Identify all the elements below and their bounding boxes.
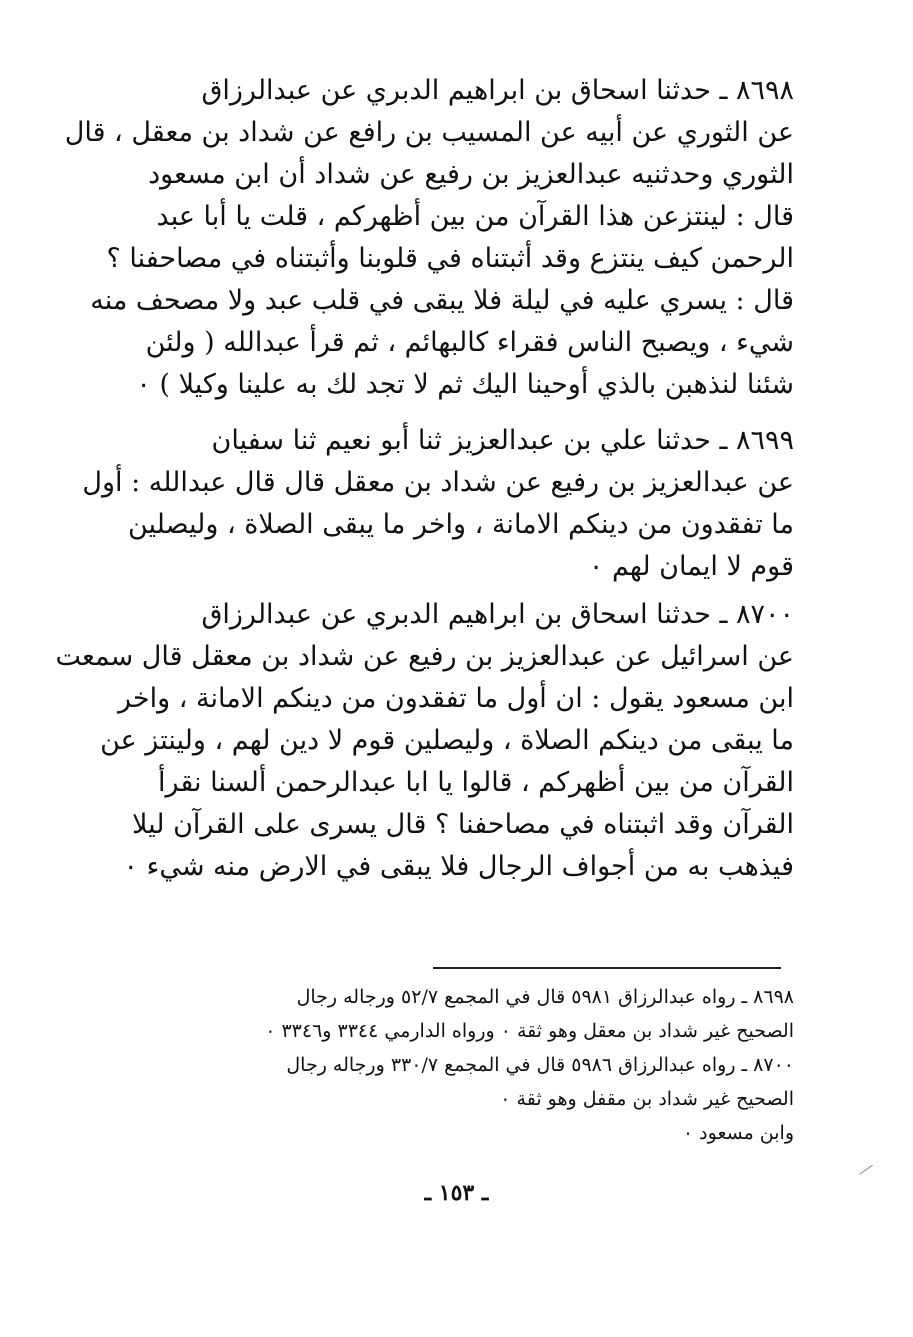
footnote-line: ٨٦٩٨ ـ رواه عبدالرزاق ٥٩٨١ قال في المجمع ٥٢/٧ ورجاله رجال bbox=[296, 986, 794, 1008]
text-line: شئنا لنذهبن بالذي أوحينا اليك ثم لا تجد لك به علينا وكيلا ) ٠ bbox=[136, 369, 794, 400]
text-line: الثوري وحدثنيه عبدالعزيز بن رفيع عن شداد أن ابن مسعود bbox=[148, 159, 794, 190]
text-line: الرحمن كيف ينتزع وقد أثبتناه في قلوبنا وأثبتناه في مصاحفنا ؟ bbox=[106, 243, 794, 274]
text-line: ما يبقى من دينكم الصلاة ، وليصلين قوم لا دين لهم ، ولينتز عن bbox=[100, 725, 794, 756]
footnotes bbox=[78, 980, 794, 1150]
text-line: عن عبدالعزيز بن رفيع عن شداد بن معقل قال قال عبدالله : أول bbox=[82, 467, 794, 498]
text-line: عن الثوري عن أبيه عن المسيب بن رافع عن شداد بن معقل ، قال bbox=[64, 117, 794, 148]
footnote-line: الصحيح غير شداد بن مقفل وهو ثقة ٠ bbox=[500, 1088, 794, 1110]
text-line: عن اسرائيل عن عبدالعزيز بن رفيع عن شداد بن معقل قال سمعت bbox=[55, 641, 794, 672]
text-line: قال : لينتزعن هذا القرآن من بين أظهركم ، قلت يا أبا عبد bbox=[156, 201, 794, 232]
text-line: ٨٧٠٠ ـ حدثنا اسحاق بن ابراهيم الدبري عن عبدالرزاق bbox=[201, 599, 794, 630]
footnote-divider bbox=[433, 967, 781, 969]
footnote-line: ٨٧٠٠ ـ رواه عبدالرزاق ٥٩٨٦ قال في المجمع ٣٣٠/٧ ورجاله رجال bbox=[286, 1054, 794, 1076]
text-line: ٨٦٩٨ ـ حدثنا اسحاق بن ابراهيم الدبري عن عبدالرزاق bbox=[201, 75, 794, 106]
text-line: شيء ، ويصبح الناس فقراء كالبهائم ، ثم قرأ عبدالله ( ولئن bbox=[145, 327, 794, 358]
text-line: القرآن من بين أظهركم ، قالوا يا ابا عبدالرحمن ألسنا نقرأ bbox=[157, 767, 794, 798]
text-line: ما تفقدون من دينكم الامانة ، واخر ما يبقى الصلاة ، وليصلين bbox=[127, 509, 794, 540]
footnote-line: وابن مسعود ٠ bbox=[682, 1122, 794, 1144]
text-line: ابن مسعود يقول : ان أول ما تفقدون من دينكم الامانة ، واخر bbox=[118, 683, 794, 714]
main-text bbox=[55, 70, 794, 888]
paragraph-gap bbox=[78, 406, 794, 420]
text-line: ٨٦٩٩ ـ حدثنا علي بن عبدالعزيز ثنا أبو نعيم ثنا سفيان bbox=[211, 425, 794, 456]
text-line: قوم لا ايمان لهم ٠ bbox=[588, 551, 794, 582]
text-line: القرآن وقد اثبتناه في مصاحفنا ؟ قال يسرى على القرآن ليلا bbox=[132, 809, 794, 840]
text-line: قال : يسري عليه في ليلة فلا يبقى في قلب عبد ولا مصحف منه bbox=[90, 285, 794, 316]
text-line: فيذهب به من أجواف الرجال فلا يبقى في الارض منه شيء ٠ bbox=[123, 851, 794, 882]
page-number: ـ ١٥٣ ـ bbox=[424, 1180, 489, 1206]
footnote-line: الصحيح غير شداد بن معقل وهو ثقة ٠ ورواه الدارمي ٣٣٤٤ و٣٣٤٦ ٠ bbox=[265, 1020, 794, 1042]
